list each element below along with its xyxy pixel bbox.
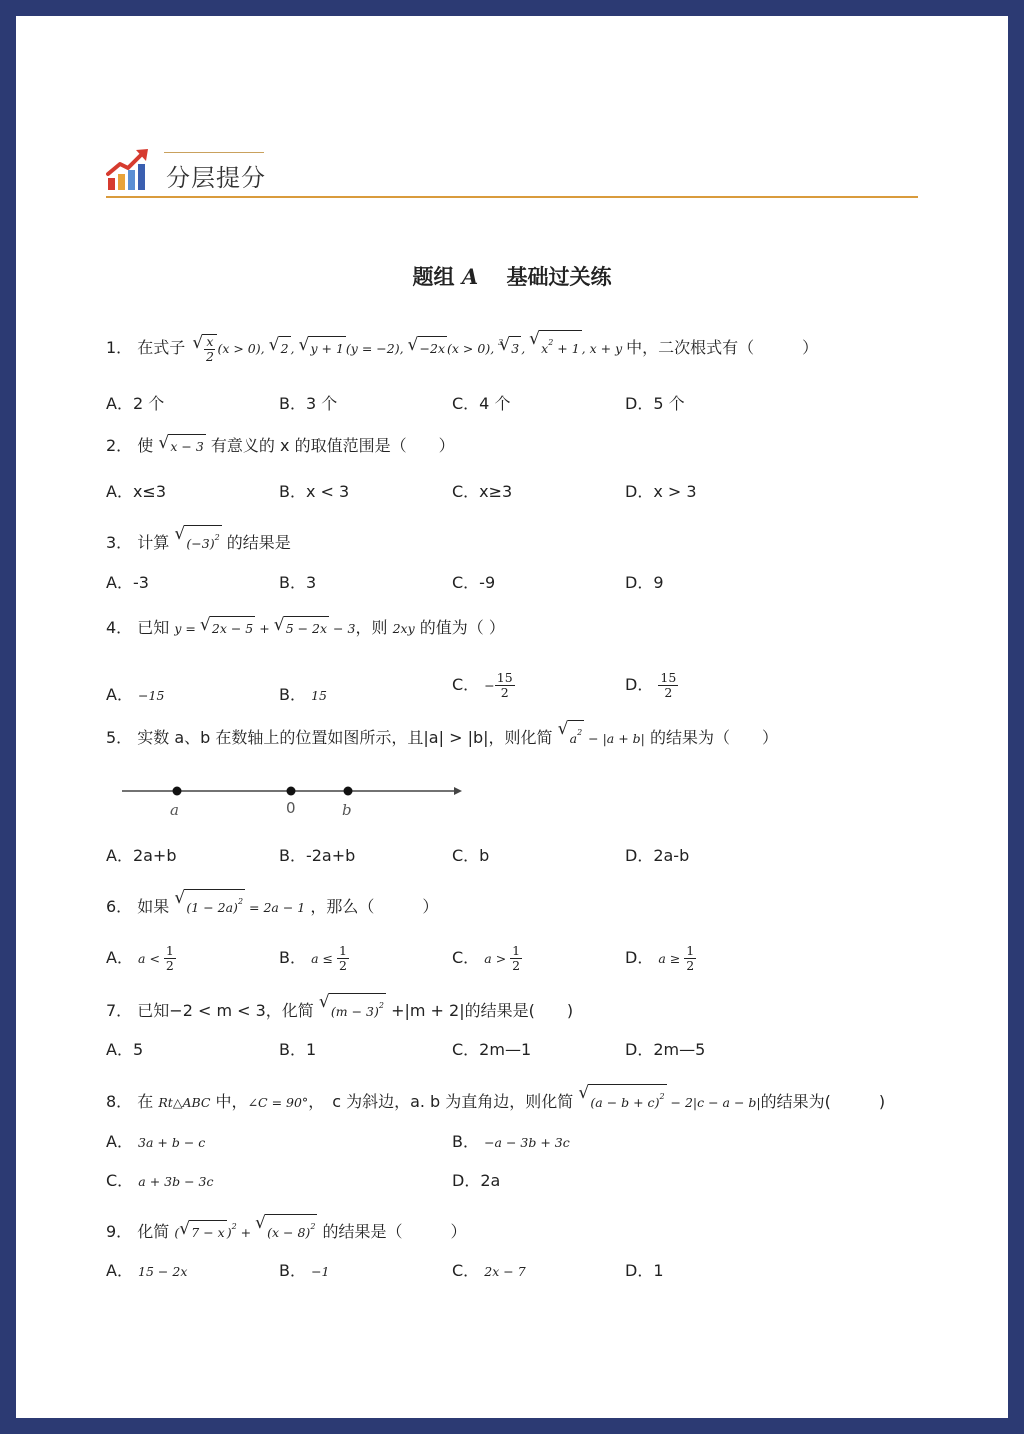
option-d[interactable]: D．9 <box>625 573 664 592</box>
formula: ∠C = 90° <box>247 1095 309 1110</box>
label-b: b <box>342 801 352 819</box>
section-header <box>106 148 918 214</box>
point-zero <box>287 787 296 796</box>
arrow-icon <box>454 787 462 795</box>
header-top-line <box>164 152 264 153</box>
option-c[interactable]: C． − $\frac{15}{2}$ <box>452 670 513 700</box>
option-c[interactable]: C． a > $\frac{1}{2}$ <box>452 943 521 973</box>
option-c[interactable]: C．2m—1 <box>452 1040 532 1059</box>
formula: √ $(a - b + c)^2 - 2|c - a - b|$ <box>578 1095 760 1110</box>
option-c[interactable]: C． 2x − 7 <box>452 1261 526 1280</box>
question-stem-after: ，那么（ ） <box>310 897 439 916</box>
label-zero: 0 <box>286 799 296 817</box>
question-stem-after: 的结果是（ ） <box>322 1222 467 1241</box>
question-number: 2． <box>106 436 133 455</box>
question-stem-after: 中，二次根式有（ ） <box>626 338 819 357</box>
formula: √ $\frac{x}{2}$ (x > 0), √ 2 , √ y + 1 (y = −2), √ −2x (x > 0), $^3$√ 3 , √ $x^2 + 1$ , x + y <box>190 341 626 356</box>
option-a[interactable]: A．5 <box>106 1040 144 1059</box>
option-d[interactable]: D．x > 3 <box>625 482 697 501</box>
option-a[interactable]: A．2a+b <box>106 846 177 865</box>
option-d[interactable]: D． a ≥ $\frac{1}{2}$ <box>625 943 695 973</box>
question-6 <box>106 889 438 920</box>
question-1 <box>106 330 818 364</box>
question-stem-middle: ，则 <box>355 618 388 637</box>
group-title-letter: A <box>461 264 479 289</box>
question-3 <box>106 525 291 556</box>
question-8 <box>106 1084 885 1115</box>
option-b[interactable]: B． −a − 3b + 3c <box>452 1132 570 1151</box>
option-c[interactable]: C．-9 <box>452 573 496 592</box>
option-d[interactable]: D． $\frac{15}{2}$ <box>625 670 677 700</box>
question-stem-before: 计算 <box>137 533 170 552</box>
question-4 <box>106 616 505 641</box>
point-a <box>173 787 182 796</box>
question-2 <box>106 434 455 459</box>
point-b <box>344 787 353 796</box>
question-stem-after: +|m + 2|的结果是( ) <box>391 1001 574 1020</box>
question-number: 3． <box>106 533 133 552</box>
group-title-prefix: 题组 <box>412 265 455 289</box>
option-b[interactable]: B．3 个 <box>279 394 338 413</box>
question-stem-before: 在 <box>137 1092 154 1111</box>
option-b[interactable]: B．x < 3 <box>279 482 350 501</box>
option-c[interactable]: C．x≥3 <box>452 482 513 501</box>
option-a[interactable]: A．x≤3 <box>106 482 167 501</box>
option-a[interactable]: A． 15 − 2x <box>106 1261 188 1280</box>
formula: √ $a^2 - |a + b|$ <box>558 731 645 746</box>
formula: y = √ 2x − 5 + √ 5 − 2x − 3 <box>174 621 355 636</box>
formula: 2xy <box>392 621 415 636</box>
option-c[interactable]: C．b <box>452 846 490 865</box>
question-7 <box>106 993 573 1024</box>
option-d[interactable]: D．2m—5 <box>625 1040 706 1059</box>
question-stem-after: 的结果为（ ） <box>649 728 778 747</box>
question-stem-before: 化简 <box>137 1222 170 1241</box>
question-number: 6． <box>106 897 133 916</box>
question-stem-after: 的值为（ ） <box>419 618 505 637</box>
worksheet-page <box>16 16 1008 1418</box>
option-d[interactable]: D．2a-b <box>625 846 690 865</box>
group-title-name: 基础过关练 <box>506 265 612 289</box>
formula: (√ 7 − x )$^2$ + √ $(x - 8)^2$ <box>174 1225 317 1240</box>
header-divider <box>106 196 918 198</box>
option-b[interactable]: B． −1 <box>279 1261 330 1280</box>
question-5 <box>106 720 778 751</box>
formula: √ $(1 - 2a)^2 = 2a - 1$ <box>174 900 305 915</box>
question-number: 1． <box>106 338 133 357</box>
label-a: a <box>170 801 179 819</box>
formula: √ x − 3 <box>158 439 205 454</box>
option-a[interactable]: A． 3a + b − c <box>106 1132 206 1151</box>
option-b[interactable]: B． a ≤ $\frac{1}{2}$ <box>279 943 347 973</box>
section-title: 分层提分 <box>166 164 266 192</box>
question-stem-before: 实数 a、b 在数轴上的位置如图所示，且|a| > |b|，则化简 <box>137 728 553 747</box>
question-stem-middle: 中， <box>215 1092 248 1111</box>
option-d[interactable]: D．1 <box>625 1261 664 1280</box>
question-stem-middle-2: ， c 为斜边，a. b 为直角边，则化简 <box>308 1092 574 1111</box>
option-a[interactable]: A．2 个 <box>106 394 165 413</box>
option-d[interactable]: D．5 个 <box>625 394 685 413</box>
option-c[interactable]: C．4 个 <box>452 394 511 413</box>
question-stem-before: 已知 <box>137 618 170 637</box>
option-b[interactable]: B．1 <box>279 1040 317 1059</box>
question-stem-before: 在式子 <box>137 338 186 357</box>
question-stem-after: 有意义的 x 的取值范围是（ ） <box>210 436 455 455</box>
option-b[interactable]: B．-2a+b <box>279 846 356 865</box>
question-number: 9． <box>106 1222 133 1241</box>
formula: √ $(-3)^2$ <box>174 536 221 551</box>
option-a[interactable]: A． a < $\frac{1}{2}$ <box>106 943 174 973</box>
option-c[interactable]: C． a + 3b − 3c <box>106 1171 214 1190</box>
formula: Rt△ABC <box>158 1095 211 1110</box>
group-title <box>16 261 1008 291</box>
question-number: 4． <box>106 618 133 637</box>
question-number: 8． <box>106 1092 133 1111</box>
option-b[interactable]: B．3 <box>279 573 317 592</box>
option-b[interactable]: B． 15 <box>279 685 327 704</box>
question-stem-after: 的结果为( ) <box>760 1092 886 1111</box>
formula: √ $(m - 3)^2$ <box>319 1004 386 1019</box>
question-stem-after: 的结果是 <box>226 533 291 552</box>
question-stem-before: 使 <box>137 436 154 455</box>
question-number: 7． <box>106 1001 133 1020</box>
option-a[interactable]: A．-3 <box>106 573 149 592</box>
option-a[interactable]: A． −15 <box>106 685 165 704</box>
question-stem-before: 已知−2 < m < 3，化简 <box>137 1001 314 1020</box>
question-stem-before: 如果 <box>137 897 170 916</box>
rising-chart-icon <box>106 148 152 194</box>
question-9 <box>106 1214 467 1245</box>
option-d[interactable]: D．2a <box>452 1171 501 1190</box>
number-line <box>120 778 470 822</box>
question-number: 5． <box>106 728 133 747</box>
